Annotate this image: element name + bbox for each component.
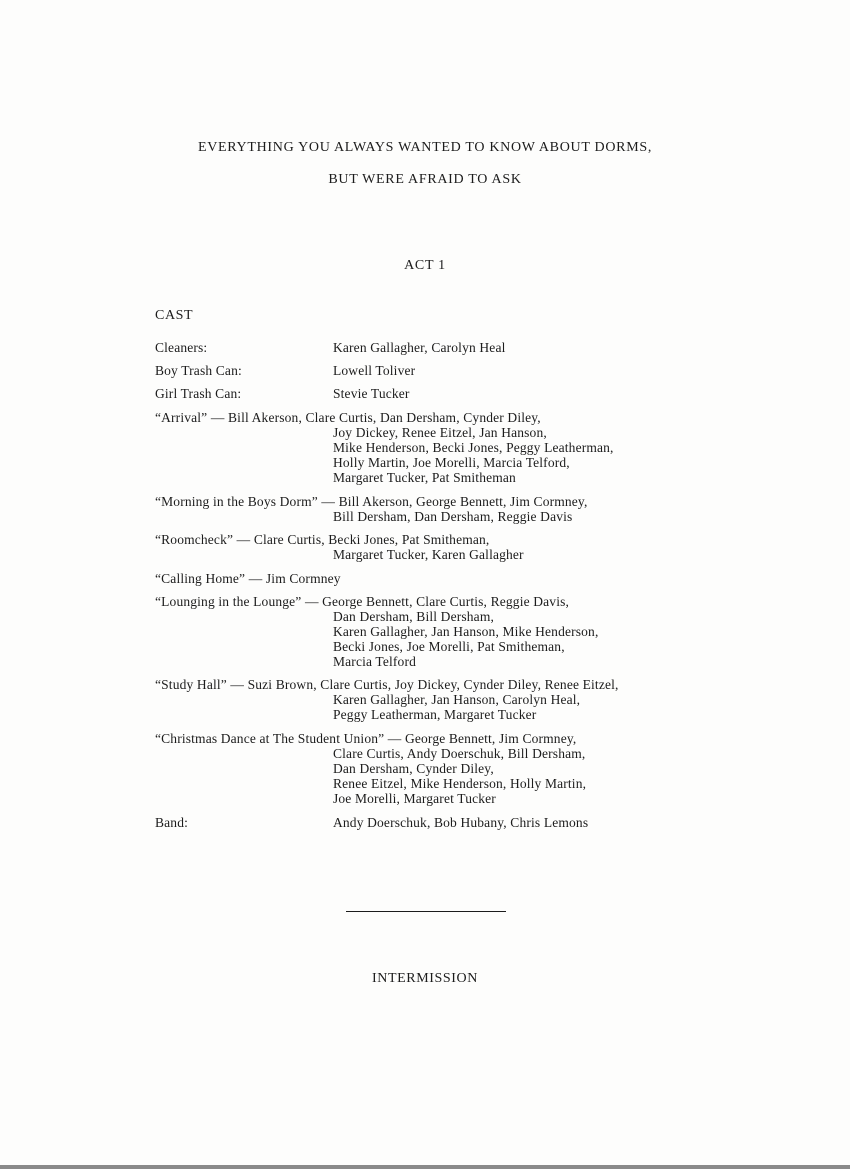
scene-christmas-dance: “Christmas Dance at The Student Union” — George Bennett, Jim Cormney,: [155, 731, 577, 746]
scene-roomcheck: “Roomcheck” — Clare Curtis, Becki Jones, Pat Smitheman,: [155, 532, 490, 547]
section-divider: [346, 911, 506, 912]
scene-lounging-cont: Marcia Telford: [333, 654, 416, 669]
scene-arrival-cont: Holly Martin, Joe Morelli, Marcia Telford,: [333, 455, 570, 470]
cast-row-girl-trash-can: [155, 386, 410, 401]
scene-lounging-cont: Karen Gallagher, Jan Hanson, Mike Henderson,: [333, 624, 599, 639]
scene-christmas-dance-cont: Dan Dersham, Cynder Diley,: [333, 761, 494, 776]
cast-row-band: [155, 815, 588, 830]
role-label: Cleaners:: [155, 340, 208, 355]
scene-study-hall: “Study Hall” — Suzi Brown, Clare Curtis, Joy Dickey, Cynder Diley, Renee Eitzel,: [155, 677, 619, 692]
cast-heading: CAST: [155, 308, 194, 323]
scene-arrival-cont: Margaret Tucker, Pat Smitheman: [333, 470, 516, 485]
scene-study-hall-cont: Karen Gallagher, Jan Hanson, Carolyn Heal,: [333, 692, 581, 707]
scene-arrival-cont: Joy Dickey, Renee Eitzel, Jan Hanson,: [333, 425, 547, 440]
scene-morning-boys-dorm: “Morning in the Boys Dorm” — Bill Akerson, George Bennett, Jim Cormney,: [155, 494, 588, 509]
role-names: Andy Doerschuk, Bob Hubany, Chris Lemons: [333, 815, 589, 830]
scene-christmas-dance-cont: Renee Eitzel, Mike Henderson, Holly Martin,: [333, 776, 587, 791]
role-names: Lowell Toliver: [333, 363, 416, 378]
scene-christmas-dance-cont: Clare Curtis, Andy Doerschuk, Bill Dersham,: [333, 746, 586, 761]
role-names: Stevie Tucker: [333, 386, 410, 401]
title-line-2: BUT WERE AFRAID TO ASK: [328, 172, 522, 187]
scene-arrival: “Arrival” — Bill Akerson, Clare Curtis, Dan Dersham, Cynder Diley,: [155, 410, 541, 425]
page-bottom-edge: [0, 1165, 850, 1169]
title-line-1: EVERYTHING YOU ALWAYS WANTED TO KNOW ABOUT DORMS,: [197, 140, 653, 155]
scene-lounging: “Lounging in the Lounge” — George Bennett, Clare Curtis, Reggie Davis,: [155, 594, 570, 609]
scene-morning-boys-dorm-cont: Bill Dersham, Dan Dersham, Reggie Davis: [333, 509, 573, 524]
role-label: Girl Trash Can:: [155, 386, 242, 401]
cast-row-boy-trash-can: [155, 363, 415, 378]
intermission-label: INTERMISSION: [372, 971, 478, 986]
role-label: Boy Trash Can:: [155, 363, 242, 378]
role-label: Band:: [155, 815, 188, 830]
role-names: Karen Gallagher, Carolyn Heal: [333, 340, 506, 355]
scene-calling-home: “Calling Home” — Jim Cormney: [155, 571, 341, 586]
scene-lounging-cont: Dan Dersham, Bill Dersham,: [333, 609, 494, 624]
scene-study-hall-cont: Peggy Leatherman, Margaret Tucker: [333, 707, 537, 722]
scene-lounging-cont: Becki Jones, Joe Morelli, Pat Smitheman,: [333, 639, 565, 654]
cast-row-cleaners: [155, 340, 506, 355]
act-heading: ACT 1: [404, 258, 446, 273]
scene-arrival-cont: Mike Henderson, Becki Jones, Peggy Leatherman,: [333, 440, 614, 455]
scene-christmas-dance-cont: Joe Morelli, Margaret Tucker: [333, 791, 496, 806]
scene-roomcheck-cont: Margaret Tucker, Karen Gallagher: [333, 547, 524, 562]
